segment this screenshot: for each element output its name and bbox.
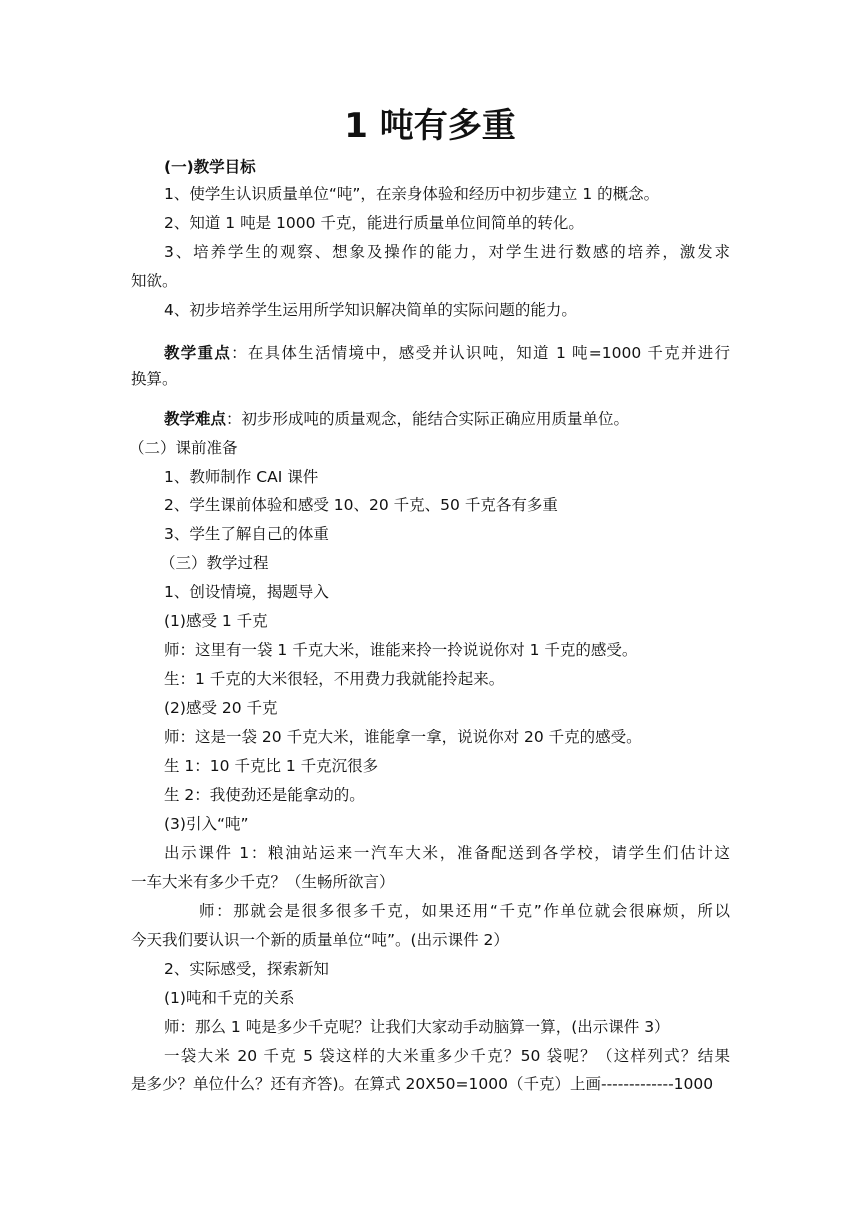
difficult-point-text: ：初步形成吨的质量观念，能结合实际正确应用质量单位。 [226, 410, 630, 428]
process-line: 1、创设情境，揭题导入 [164, 583, 329, 601]
difficult-point [164, 408, 629, 430]
process-line-continued: 一车大米有多少千克？（生畅所欲言） [131, 873, 395, 891]
key-point-continued: 换算。 [131, 370, 178, 388]
section-heading-process: （三）教学过程 [160, 554, 269, 572]
process-line: 师：那就会是很多很多千克，如果还用“千克”作单位就会很麻烦，所以 [199, 902, 730, 920]
key-point-text: ：在具体生活情境中，感受并认识吨，知道 1 吨=1000 千克并进行 [231, 344, 730, 362]
process-line: (2)感受 20 千克 [164, 699, 278, 717]
goal-item: 4、初步培养学生运用所学知识解决简单的实际问题的能力。 [164, 301, 577, 319]
process-line: 生：1 千克的大米很轻，不用费力我就能拎起来。 [164, 670, 505, 688]
section-heading-objectives: (一)教学目标 [164, 158, 256, 176]
process-line: (1)感受 1 千克 [164, 612, 268, 630]
prep-item: 3、学生了解自己的体重 [164, 525, 329, 543]
prep-item: 2、学生课前体验和感受 10、20 千克、50 千克各有多重 [164, 496, 558, 514]
difficult-point-label: 教学难点 [164, 410, 227, 428]
process-line: 出示课件 1：粮油站运来一汽车大米，准备配送到各学校，请学生们估计这 [164, 844, 730, 862]
goal-item: 2、知道 1 吨是 1000 千克，能进行质量单位间简单的转化。 [164, 214, 584, 232]
process-line: 生 1：10 千克比 1 千克沉很多 [164, 757, 379, 775]
goal-item: 3、培养学生的观察、想象及操作的能力，对学生进行数感的培养，激发求 [164, 243, 730, 261]
process-line: (1)吨和千克的关系 [164, 989, 295, 1007]
process-line: 生 2：我使劲还是能拿动的。 [164, 786, 365, 804]
key-point [164, 342, 730, 364]
process-line: 师：这里有一袋 1 千克大米，谁能来拎一拎说说你对 1 千克的感受。 [164, 641, 638, 659]
page-title: 1 吨有多重 [344, 106, 516, 146]
process-line-continued: 今天我们要认识一个新的质量单位“吨”。(出示课件 2） [131, 931, 509, 949]
key-point-label: 教学重点 [164, 344, 232, 362]
process-line: (3)引入“吨” [164, 815, 249, 833]
process-line: 师：那么 1 吨是多少千克呢？让我们大家动手动脑算一算，(出示课件 3） [164, 1018, 670, 1036]
process-line: 师：这是一袋 20 千克大米，谁能拿一拿，说说你对 20 千克的感受。 [164, 728, 642, 746]
process-line: 2、实际感受，探索新知 [164, 960, 329, 978]
process-line: 一袋大米 20 千克 5 袋这样的大米重多少千克？50 袋呢？（这样列式？结果 [164, 1047, 730, 1065]
goal-item: 1、使学生认识质量单位“吨”，在亲身体验和经历中初步建立 1 的概念。 [164, 185, 660, 203]
goal-item-continued: 知欲。 [131, 272, 178, 290]
prep-item: 1、教师制作 CAI 课件 [164, 468, 319, 486]
process-line-continued: 是多少？单位什么？还有齐答)。在算式 20X50=1000（千克）上画-------------1000 [131, 1075, 714, 1093]
section-heading-preparation: （二）课前准备 [129, 439, 238, 457]
